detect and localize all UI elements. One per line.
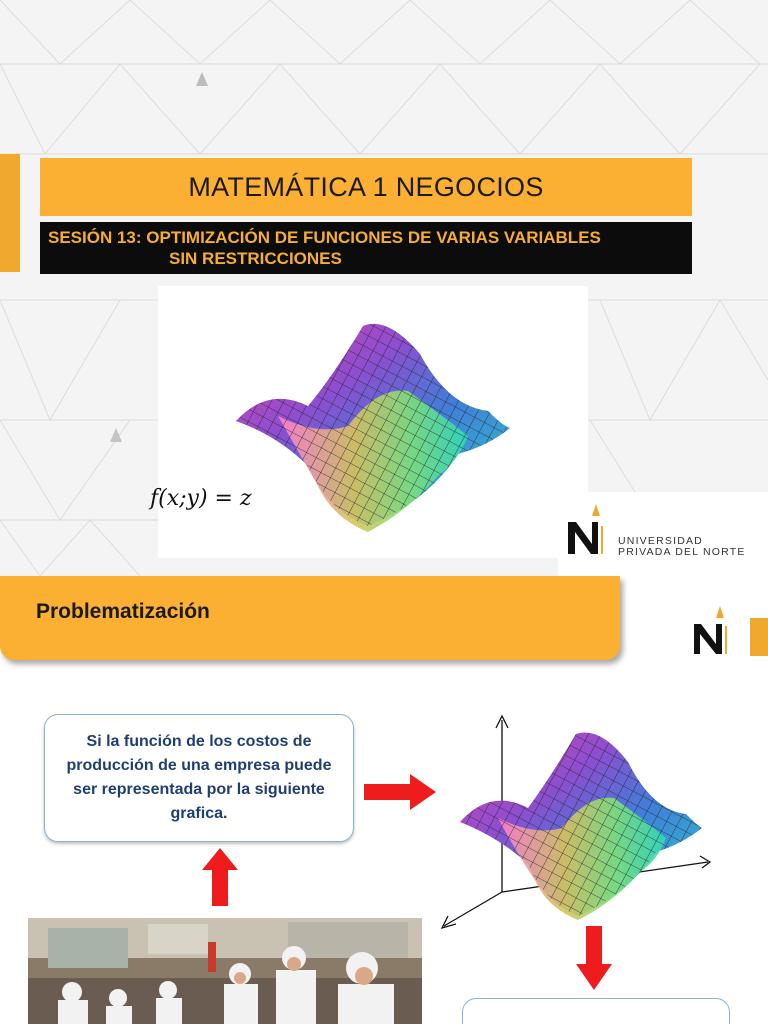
function-formula: f(x;y) = z [150,486,252,511]
factory-workers-photo [28,918,422,1024]
3d-surface-plot [158,286,588,558]
right-accent-bar [750,618,768,656]
course-title: MATEMÁTICA 1 NEGOCIOS [40,158,692,216]
left-accent-bar [0,154,20,272]
university-logo [558,492,768,576]
problem-statement: Si la función de los costos de producción de una empresa puede ser representada por la siguiente grafica. [44,714,354,842]
red-arrow-down-icon [576,926,612,990]
problem-slide [0,576,768,1024]
session-title [40,222,692,274]
surface-panel [158,286,588,558]
problem-title: Problematización [36,600,210,623]
axes-surface-plot [438,712,728,932]
unp-logo-icon [558,492,618,576]
problem-header [0,576,620,660]
red-arrow-up-icon [202,848,238,906]
red-arrow-right-icon [364,774,438,810]
answer-box [462,998,730,1024]
session-line-1: SESIÓN 13: OPTIMIZACIÓN DE FUNCIONES DE VARIAS VARIABLES [48,228,601,247]
unp-logo-icon [688,596,738,666]
session-line-2: SIN RESTRICCIONES [169,249,342,268]
university-name: UNIVERSIDAD PRIVADA DEL NORTE [618,535,746,558]
